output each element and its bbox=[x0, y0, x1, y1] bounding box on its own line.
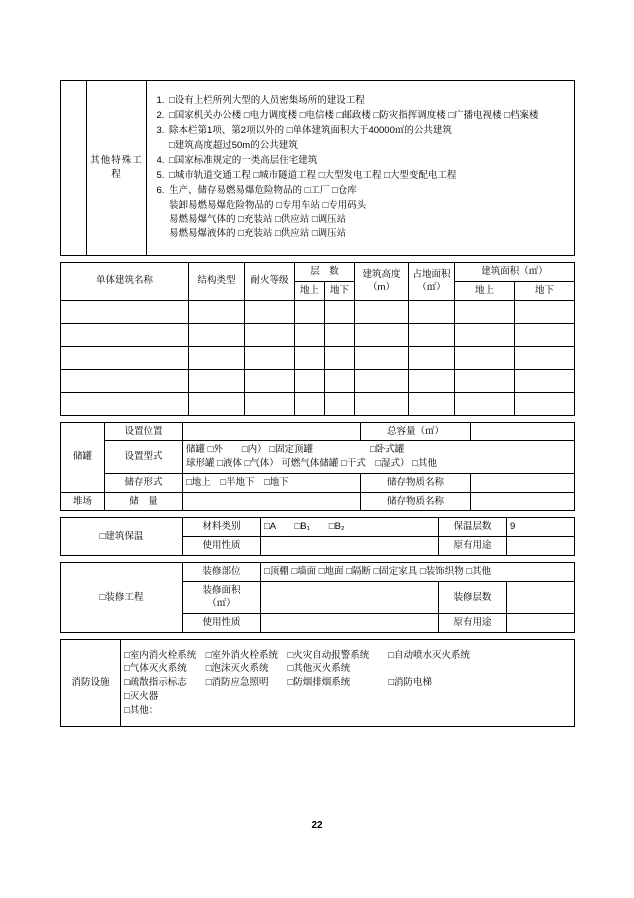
insulation-original-use-label: 原有用途 bbox=[439, 537, 507, 556]
cell-area-below[interactable] bbox=[515, 392, 575, 415]
decoration-layers-value[interactable] bbox=[507, 581, 575, 614]
fire-facilities-line-3[interactable]: □疏散指示标志 □消防应急照明 □防烟排烟系统 □消防电梯 bbox=[124, 677, 432, 689]
cell-structure[interactable] bbox=[189, 323, 245, 346]
cell-area-above[interactable] bbox=[455, 369, 515, 392]
table-row[interactable] bbox=[61, 346, 575, 369]
cell-area-above[interactable] bbox=[455, 323, 515, 346]
cell-structure[interactable] bbox=[189, 300, 245, 323]
decoration-area-label: 装修面积 （㎡） bbox=[183, 581, 261, 614]
cell-land[interactable] bbox=[409, 323, 455, 346]
insulation-usage-value[interactable] bbox=[261, 537, 439, 556]
fire-facilities-line-1[interactable]: □室内消火栓系统 □室外消火栓系统 □火灾自动报警系统 □自动喷水灭火系统 bbox=[124, 649, 470, 661]
cell-area-above[interactable] bbox=[455, 392, 515, 415]
cell-height[interactable] bbox=[355, 346, 409, 369]
page-number: 22 bbox=[311, 820, 323, 831]
cell-land[interactable] bbox=[409, 346, 455, 369]
tank-type-label: 设置型式 bbox=[105, 441, 183, 474]
tank-type-line1: 储罐 □外 □内） □固定顶罐 □卧式罐 bbox=[186, 444, 405, 456]
tank-type-options[interactable] bbox=[183, 441, 575, 474]
insulation-usage-label: 使用性质 bbox=[183, 537, 261, 556]
tank-label: 储罐 bbox=[61, 422, 105, 492]
tank-material-name-value[interactable] bbox=[471, 473, 575, 492]
fire-facilities-options[interactable] bbox=[121, 639, 575, 726]
cell-above[interactable] bbox=[295, 346, 325, 369]
cell-height[interactable] bbox=[355, 392, 409, 415]
insulation-material-type-options[interactable]: □A □B₁ □B₂ bbox=[261, 518, 439, 537]
cell-name[interactable] bbox=[61, 300, 189, 323]
fire-facilities-table bbox=[60, 639, 575, 727]
cell-name[interactable] bbox=[61, 369, 189, 392]
cell-land[interactable] bbox=[409, 392, 455, 415]
form-sheet bbox=[60, 80, 574, 727]
fire-facilities-line-5[interactable]: □其他： bbox=[124, 704, 159, 716]
decoration-original-use-value[interactable] bbox=[507, 614, 575, 633]
th-floors-below: 地下 bbox=[325, 281, 355, 300]
insulation-layers-value[interactable]: 9 bbox=[507, 518, 575, 537]
cell-area-below[interactable] bbox=[515, 323, 575, 346]
cell-above[interactable] bbox=[295, 300, 325, 323]
cell-fire-rating[interactable] bbox=[245, 323, 295, 346]
table-row[interactable] bbox=[61, 323, 575, 346]
decoration-layers-label: 装修层数 bbox=[439, 581, 507, 614]
th-fire-rating: 耐火等级 bbox=[245, 263, 295, 301]
special-projects-list bbox=[147, 81, 575, 256]
fire-facilities-line-2[interactable]: □气体灭火系统 □泡沫灭火系统 □其他灭火系统 bbox=[124, 663, 351, 675]
cell-above[interactable] bbox=[295, 323, 325, 346]
special-item-6-line1: 6. 生产、储存易燃易爆危险物品的 □工厂 □仓库 bbox=[169, 185, 357, 197]
yard-material-name-value[interactable] bbox=[471, 492, 575, 511]
cell-fire-rating[interactable] bbox=[245, 346, 295, 369]
cell-area-below[interactable] bbox=[515, 369, 575, 392]
special-item-6[interactable] bbox=[167, 184, 568, 241]
special-projects-table bbox=[60, 80, 575, 256]
decoration-parts-label: 装修部位 bbox=[183, 562, 261, 581]
table-row[interactable] bbox=[61, 300, 575, 323]
cell-below[interactable] bbox=[325, 300, 355, 323]
cell-name[interactable] bbox=[61, 346, 189, 369]
cell-structure[interactable] bbox=[189, 369, 245, 392]
fire-facilities-line-4[interactable]: □灭火器 bbox=[124, 690, 159, 702]
special-item-6-line4: 易燃易爆液体的 □充装站 □供应站 □调压站 bbox=[169, 228, 347, 239]
tank-total-capacity-label: 总容量（㎡） bbox=[361, 422, 471, 441]
cell-below[interactable] bbox=[325, 323, 355, 346]
th-building-name: 单体建筑名称 bbox=[61, 263, 189, 301]
th-floors-above: 地上 bbox=[295, 281, 325, 300]
cell-name[interactable] bbox=[61, 392, 189, 415]
special-item-6-line3: 易燃易爆气体的 □充装站 □供应站 □调压站 bbox=[169, 213, 347, 225]
th-area-above: 地上 bbox=[455, 281, 515, 300]
yard-material-name-label: 储存物质名称 bbox=[361, 492, 471, 511]
cell-below[interactable] bbox=[325, 369, 355, 392]
building-table bbox=[60, 262, 575, 416]
cell-structure[interactable] bbox=[189, 346, 245, 369]
cell-above[interactable] bbox=[295, 392, 325, 415]
th-structure: 结构类型 bbox=[189, 263, 245, 301]
th-height: 建筑高度 （m） bbox=[355, 263, 409, 301]
th-build-area: 建筑面积（㎡） bbox=[455, 263, 575, 282]
cell-below[interactable] bbox=[325, 346, 355, 369]
cell-area-below[interactable] bbox=[515, 300, 575, 323]
decoration-usage-label: 使用性质 bbox=[183, 614, 261, 633]
special-item-5[interactable]: 5. □城市轨道交通工程 □城市隧道工程 □大型发电工程 □大型变配电工程 bbox=[167, 169, 568, 183]
yard-quantity-value[interactable] bbox=[183, 492, 361, 511]
special-item-2[interactable]: 2. □国家机关办公楼 □电力调度楼 □电信楼 □邮政楼 □防灾指挥调度楼 □广播电视楼 □档案楼 bbox=[167, 109, 568, 123]
special-item-3[interactable] bbox=[167, 124, 568, 153]
cell-land[interactable] bbox=[409, 369, 455, 392]
cell-land[interactable] bbox=[409, 300, 455, 323]
cell-above[interactable] bbox=[295, 369, 325, 392]
decoration-label[interactable]: □装修工程 bbox=[61, 562, 183, 632]
decoration-original-use-label: 原有用途 bbox=[439, 614, 507, 633]
tank-total-capacity-value[interactable] bbox=[471, 422, 575, 441]
decoration-usage-value[interactable] bbox=[261, 614, 439, 633]
tank-storage-form-options[interactable]: □地上 □半地下 □地下 bbox=[183, 473, 361, 492]
cell-below[interactable] bbox=[325, 392, 355, 415]
insulation-label[interactable]: □建筑保温 bbox=[61, 518, 183, 556]
cell-fire-rating[interactable] bbox=[245, 300, 295, 323]
special-item-3-line2: □建筑高度超过50m的公共建筑 bbox=[169, 139, 298, 151]
insulation-table bbox=[60, 517, 575, 556]
cell-height[interactable] bbox=[355, 323, 409, 346]
yard-label: 堆场 bbox=[61, 492, 105, 511]
th-area-below: 地下 bbox=[515, 281, 575, 300]
fire-facilities-label: 消防设施 bbox=[61, 639, 121, 726]
decoration-area-value[interactable] bbox=[261, 581, 439, 614]
table-row[interactable] bbox=[61, 369, 575, 392]
cell-area-below[interactable] bbox=[515, 346, 575, 369]
decoration-table bbox=[60, 562, 575, 633]
cell-area-above[interactable] bbox=[455, 346, 515, 369]
tank-storage-form-label: 储存形式 bbox=[105, 473, 183, 492]
cell-area-above[interactable] bbox=[455, 300, 515, 323]
th-floors: 层 数 bbox=[295, 263, 355, 282]
cell-structure[interactable] bbox=[189, 392, 245, 415]
insulation-original-use-value[interactable] bbox=[507, 537, 575, 556]
tank-position-label: 设置位置 bbox=[105, 422, 183, 441]
table-row[interactable] bbox=[61, 392, 575, 415]
cell-fire-rating[interactable] bbox=[245, 392, 295, 415]
cell-height[interactable] bbox=[355, 300, 409, 323]
cell-fire-rating[interactable] bbox=[245, 369, 295, 392]
yard-quantity-label: 储 量 bbox=[105, 492, 183, 511]
tank-yard-table bbox=[60, 422, 575, 512]
special-projects-label: 其他特殊工程 bbox=[87, 81, 147, 256]
tank-type-line2: 球形罐 □液体 □气体） 可燃气体储罐 □干式 □湿式） □其他 bbox=[186, 458, 437, 470]
special-item-6-line2: 装卸易燃易爆危险物品的 □专用车站 □专用码头 bbox=[169, 199, 367, 211]
decoration-parts-options[interactable]: □顶棚 □墙面 □地面 □隔断 □固定家具 □装饰织物 □其他 bbox=[261, 562, 575, 581]
insulation-layers-label: 保温层数 bbox=[439, 518, 507, 537]
tank-material-name-label: 储存物质名称 bbox=[361, 473, 471, 492]
cell-height[interactable] bbox=[355, 369, 409, 392]
cell-name[interactable] bbox=[61, 323, 189, 346]
special-item-4[interactable]: 4. □国家标准规定的一类高层住宅建筑 bbox=[167, 154, 568, 168]
special-item-3-line1: 3. 除本栏第1项、第2项以外的 □单体建筑面积大于40000㎡的公共建筑 bbox=[169, 125, 452, 137]
tank-position-value[interactable] bbox=[183, 422, 361, 441]
special-item-1[interactable]: 1. □设有上栏所列大型的人员密集场所的建设工程 bbox=[167, 94, 568, 108]
insulation-material-type-label: 材料类别 bbox=[183, 518, 261, 537]
special-projects-spacer bbox=[61, 81, 87, 256]
th-land-area: 占地面积 （㎡） bbox=[409, 263, 455, 301]
